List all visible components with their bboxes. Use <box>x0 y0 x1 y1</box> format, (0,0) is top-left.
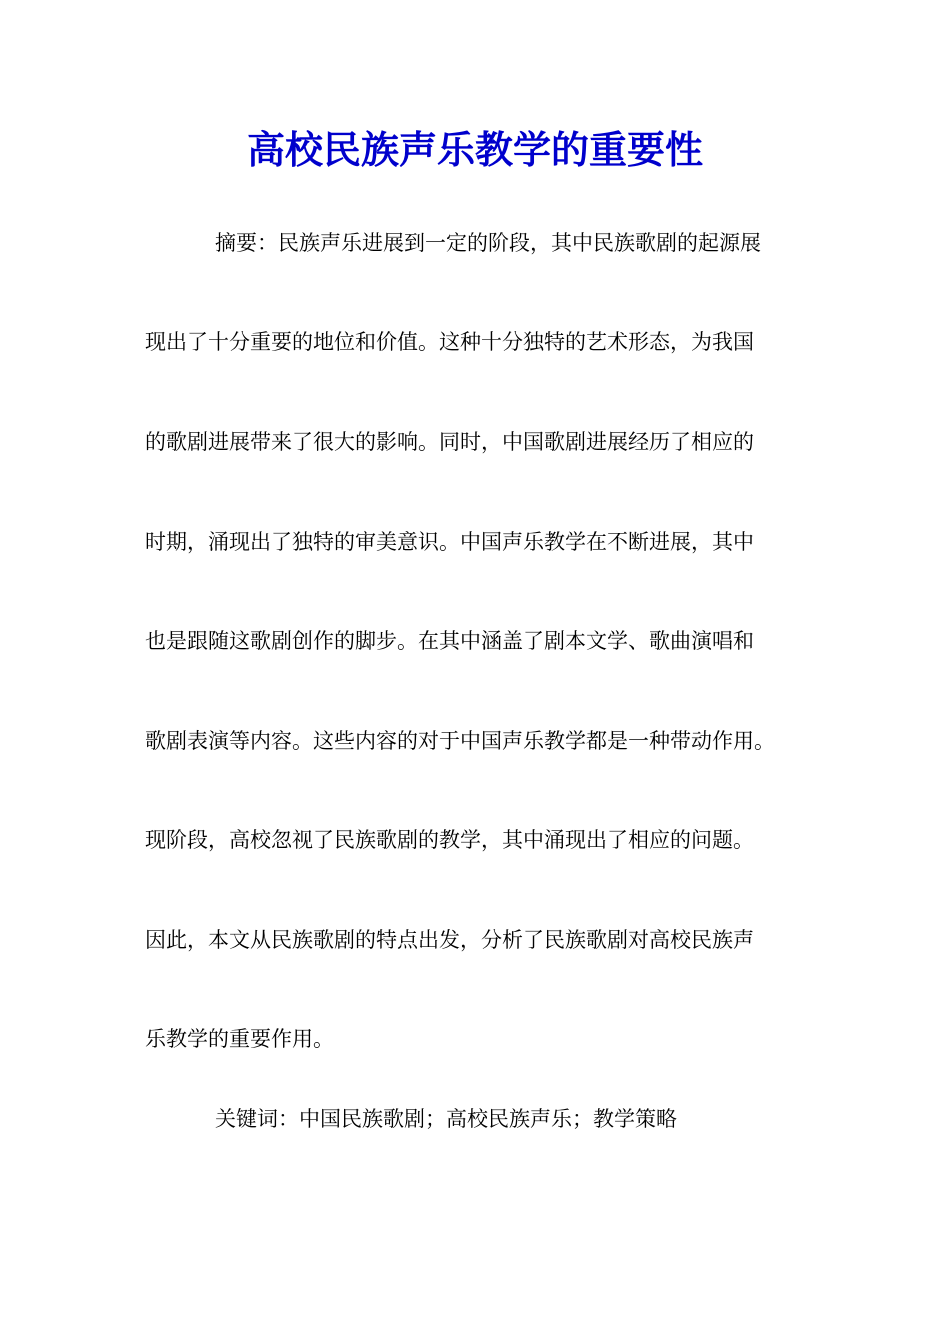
abstract-line-9: 乐教学的重要作用。 <box>145 1027 334 1051</box>
abstract-line-7: 现阶段，高校忽视了民族歌剧的教学，其中涌现出了相应的问题。 <box>145 828 754 852</box>
abstract-line-2: 现出了十分重要的地位和价值。这种十分独特的艺术形态，为我国 <box>145 330 754 354</box>
abstract-line-4: 时期，涌现出了独特的审美意识。中国声乐教学在不断进展，其中 <box>145 530 754 554</box>
abstract-line-5: 也是跟随这歌剧创作的脚步。在其中涵盖了剧本文学、歌曲演唱和 <box>145 629 754 653</box>
abstract-line-8: 因此，本文从民族歌剧的特点出发，分析了民族歌剧对高校民族声 <box>145 928 754 952</box>
abstract-line-3: 的歌剧进展带来了很大的影响。同时，中国歌剧进展经历了相应的 <box>145 430 754 454</box>
abstract-line-6: 歌剧表演等内容。这些内容的对于中国声乐教学都是一种带动作用。 <box>145 729 775 753</box>
abstract-line-1: 摘要：民族声乐进展到一定的阶段，其中民族歌剧的起源展 <box>215 231 761 255</box>
keywords-line: 关键词：中国民族歌剧；高校民族声乐；教学策略 <box>215 1107 677 1131</box>
document-title: 高校民族声乐教学的重要性 <box>246 127 703 172</box>
